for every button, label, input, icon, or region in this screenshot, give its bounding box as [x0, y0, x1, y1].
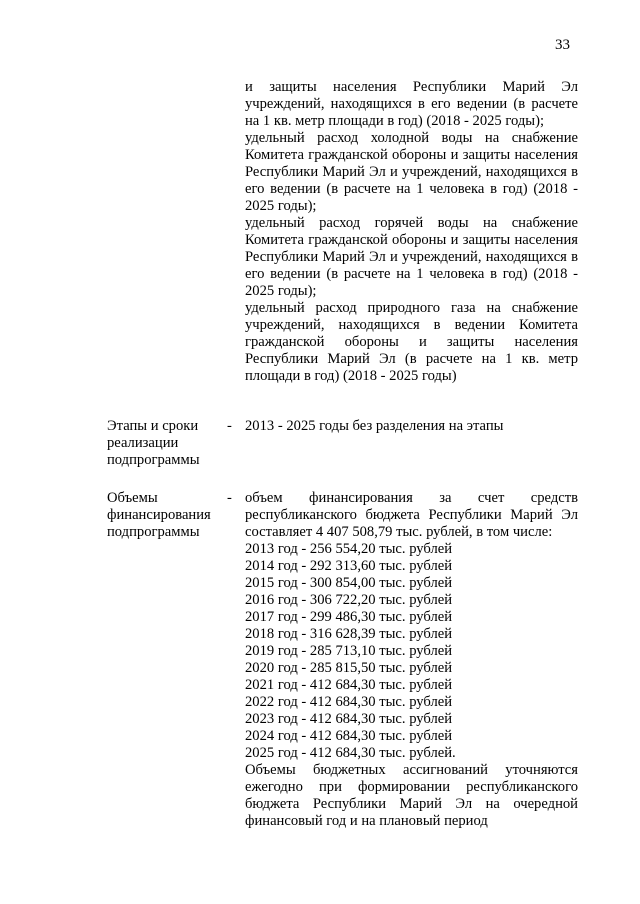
indicators-continuation	[245, 79, 578, 385]
funding-year-line: 2020 год - 285 815,50 тыс. рублей	[245, 660, 453, 676]
indicator-paragraph: и защиты населения Республики Марий Эл учреждений, находящихся в его ведении (в расчете на 1 кв. метр площади в год) (2018 - 2025 годы);	[245, 79, 578, 129]
funding-year-line: 2024 год - 412 684,30 тыс. рублей	[245, 728, 453, 744]
page-number: 33	[555, 37, 570, 53]
stages-label-line: Этапы и сроки	[107, 418, 199, 434]
stages-dash: -	[227, 418, 232, 434]
funding-year-line: 2013 год - 256 554,20 тыс. рублей	[245, 541, 453, 557]
stages-label-line: реализации	[107, 435, 179, 451]
funding-year-line: 2016 год - 306 722,20 тыс. рублей	[245, 592, 453, 608]
funding-year-line: 2019 год - 285 713,10 тыс. рублей	[245, 643, 453, 659]
funding-label	[107, 490, 227, 541]
funding-year-line: 2022 год - 412 684,30 тыс. рублей	[245, 694, 453, 710]
funding-year-line: 2025 год - 412 684,30 тыс. рублей.	[245, 745, 456, 761]
indicator-paragraph: удельный расход природного газа на снабжение учреждений, находящихся в ведении Комитета гражданской обороны и защиты населения Республики Марий Эл (в расчете на 1 кв. метр площади в год) (2018 - 2025 годы)	[245, 300, 578, 384]
stages-label	[107, 418, 227, 469]
funding-dash: -	[227, 490, 232, 506]
funding-value	[245, 490, 578, 830]
funding-label-line: подпрограммы	[107, 524, 200, 540]
indicator-paragraph: удельный расход холодной воды на снабжение Комитета гражданской обороны и защиты населения Республики Марий Эл и учреждений, находящихся в его ведении (в расчете на 1 человека в год) (2018 - 2025 годы);	[245, 130, 578, 214]
funding-label-line: Объемы	[107, 490, 158, 506]
indicator-paragraph: удельный расход горячей воды на снабжение Комитета гражданской обороны и защиты населения Республики Марий Эл и учреждений, находящихся в его ведении (в расчете на 1 человека в год) (2018 - 2025 годы);	[245, 215, 578, 299]
funding-year-line: 2023 год - 412 684,30 тыс. рублей	[245, 711, 453, 727]
funding-note: Объемы бюджетных ассигнований уточняются ежегодно при формировании республиканского бюджета Республики Марий Эл на очередной финансовый год и на плановый период	[245, 762, 578, 829]
funding-year-line: 2021 год - 412 684,30 тыс. рублей	[245, 677, 453, 693]
funding-year-line: 2017 год - 299 486,30 тыс. рублей	[245, 609, 453, 625]
funding-intro: объем финансирования за счет средств республиканского бюджета Республики Марий Эл составляет 4 407 508,79 тыс. рублей, в том числе:	[245, 490, 578, 540]
funding-year-line: 2015 год - 300 854,00 тыс. рублей	[245, 575, 453, 591]
funding-year-line: 2018 год - 316 628,39 тыс. рублей	[245, 626, 453, 642]
stages-label-line: подпрограммы	[107, 452, 200, 468]
stages-value: 2013 - 2025 годы без разделения на этапы	[245, 418, 504, 434]
funding-label-line: финансирования	[107, 507, 211, 523]
funding-year-line: 2014 год - 292 313,60 тыс. рублей	[245, 558, 453, 574]
